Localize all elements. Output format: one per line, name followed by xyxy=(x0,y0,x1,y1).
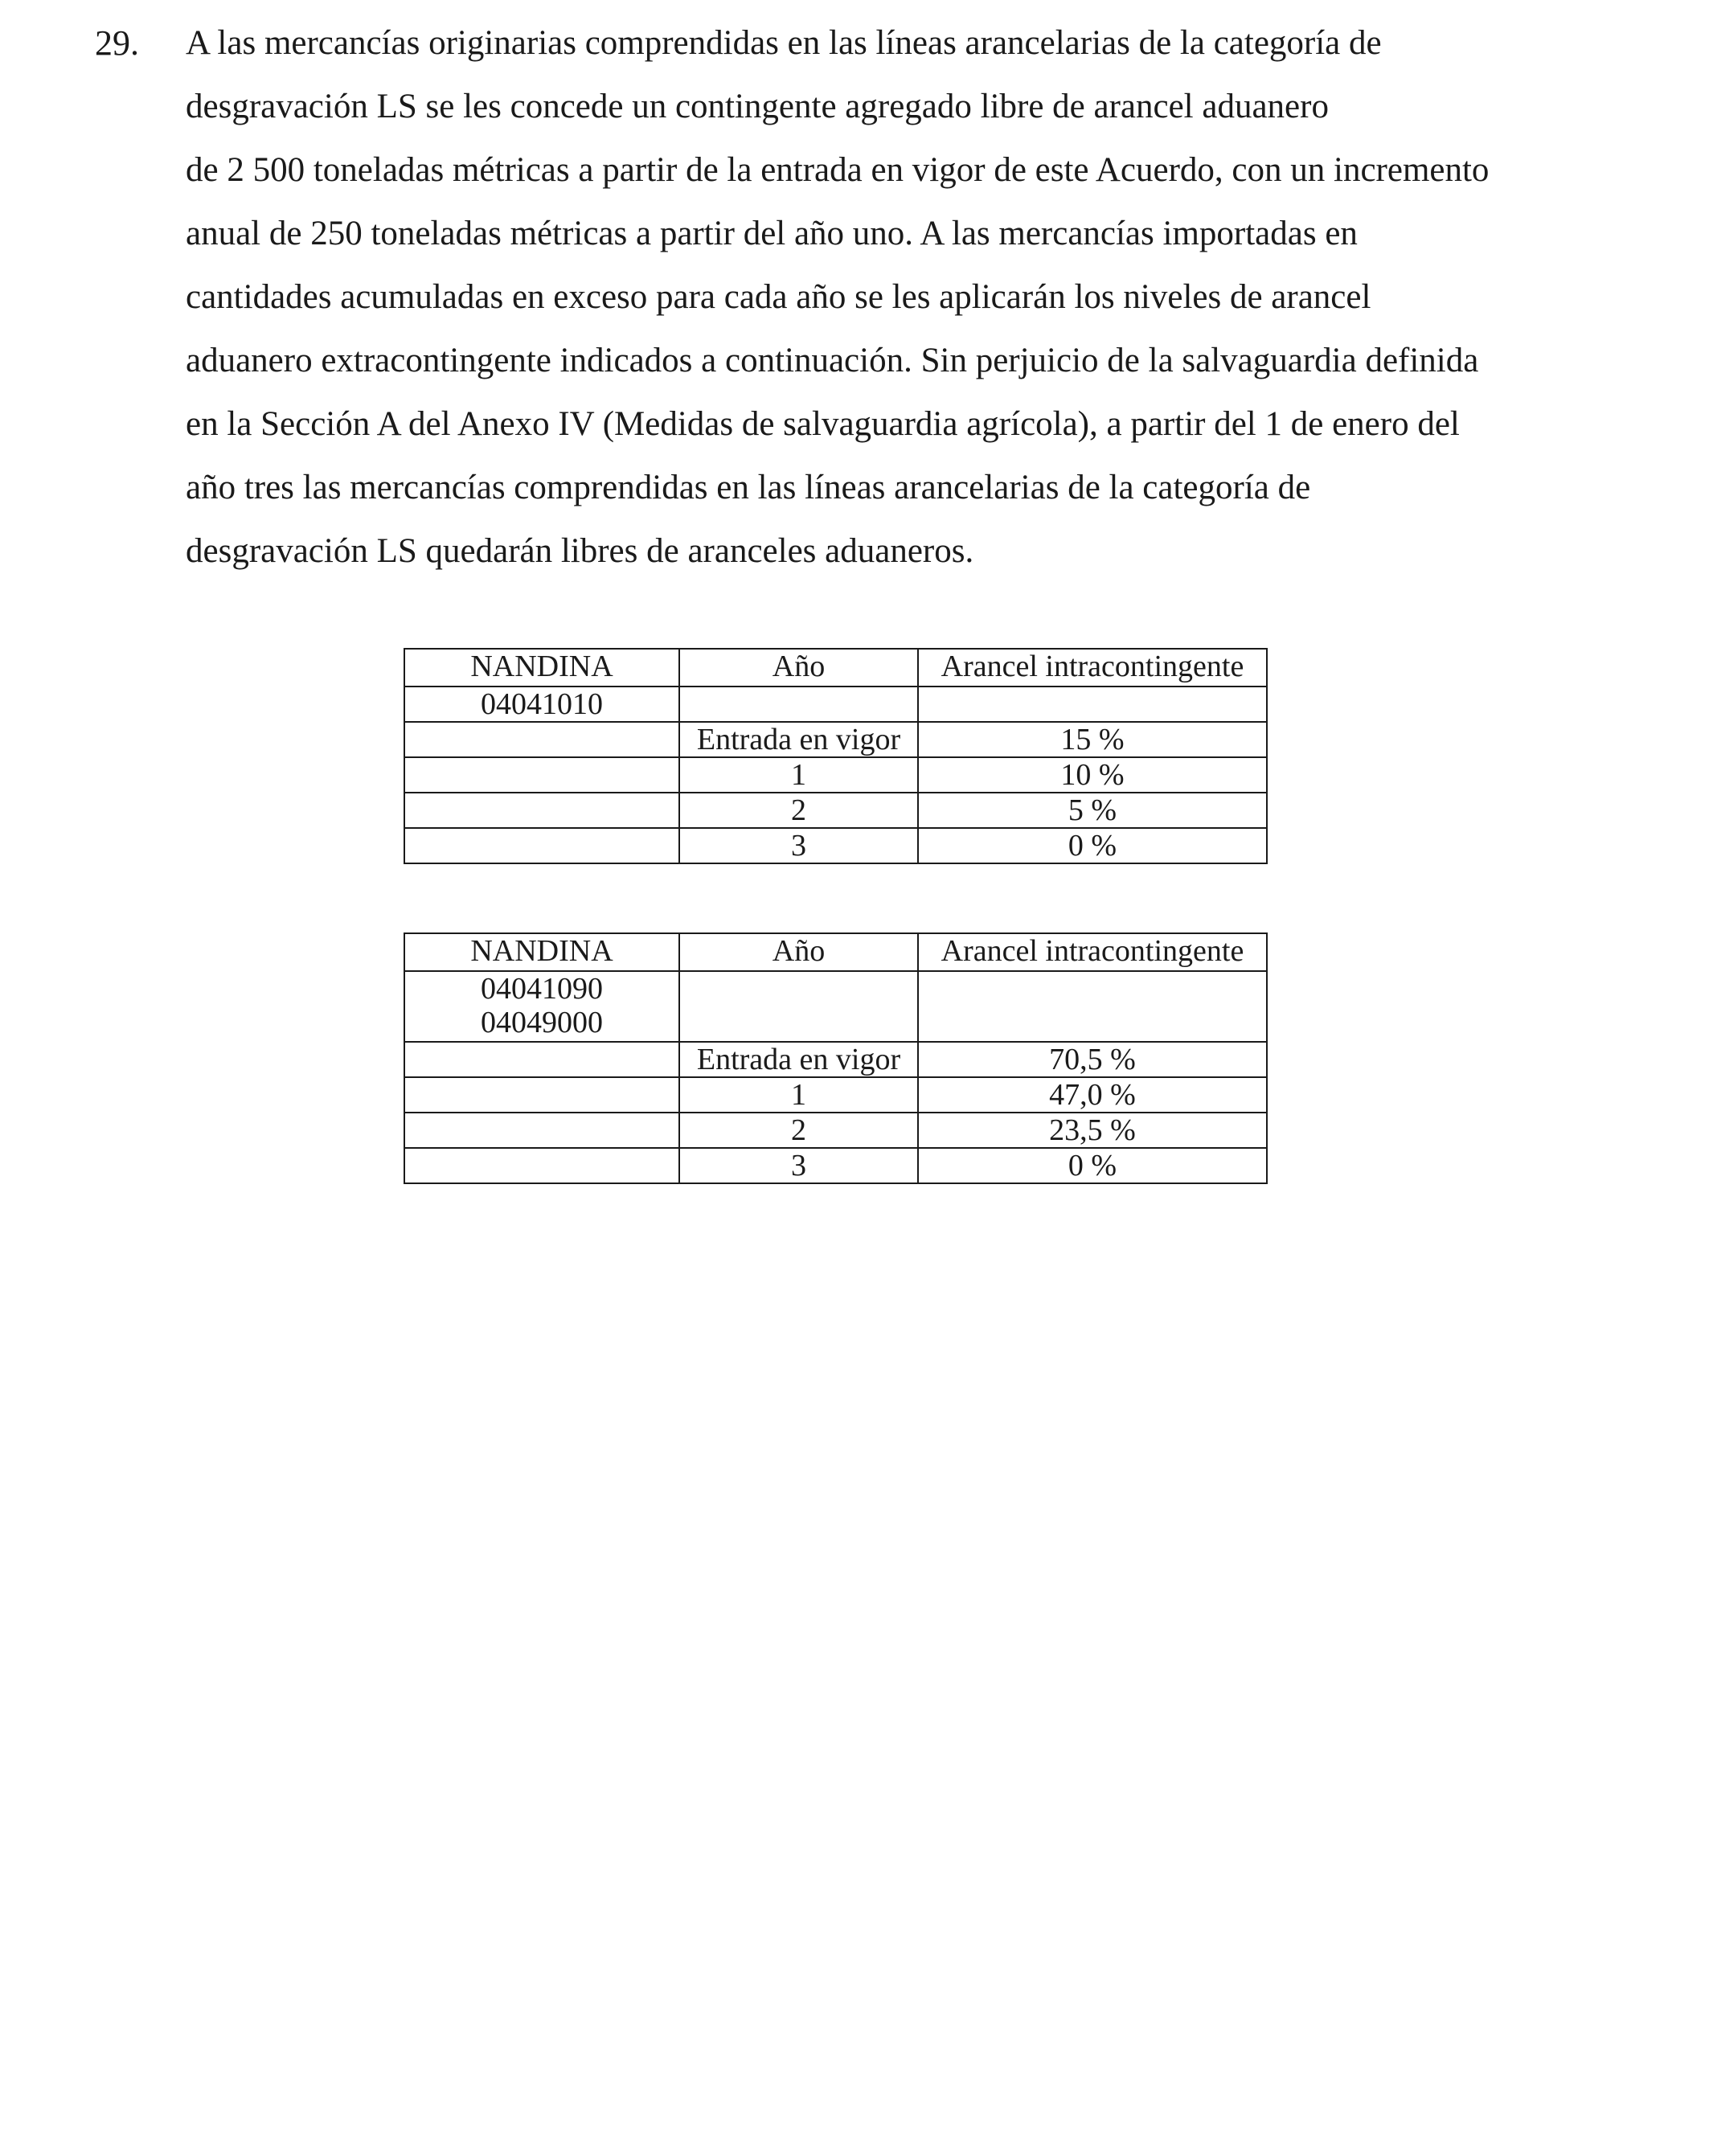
paragraph-line: cantidades acumuladas en exceso para cada año se les aplicarán los niveles de arancel xyxy=(186,278,1371,316)
header-year: Año xyxy=(679,933,918,971)
nandina-code: 04041010 xyxy=(481,687,603,721)
tariff-cell: 15 % xyxy=(918,722,1267,757)
nandina-code: 04049000 xyxy=(481,1006,603,1039)
paragraph-line: A las mercancías originarias comprendidas en las líneas arancelarias de la categoría de xyxy=(186,24,1382,62)
header-nandina: NANDINA xyxy=(404,649,679,687)
table-row xyxy=(404,793,1267,828)
paragraph-number: 29. xyxy=(95,23,139,63)
table-row xyxy=(404,1148,1267,1183)
tariff-table-04041010 xyxy=(404,648,1268,864)
paragraph-line: en la Sección A del Anexo IV (Medidas de salvaguardia agrícola), a partir del 1 de enero del xyxy=(186,405,1460,443)
year-cell: 2 xyxy=(679,1113,918,1148)
table-row xyxy=(404,828,1267,863)
tariff-cell: 47,0 % xyxy=(918,1077,1267,1113)
table-cell xyxy=(404,757,679,793)
table-row xyxy=(404,1113,1267,1148)
empty-cell xyxy=(918,687,1267,722)
year-cell: Entrada en vigor xyxy=(679,722,918,757)
header-nandina: NANDINA xyxy=(404,933,679,971)
table-header-row xyxy=(404,933,1267,971)
header-tariff: Arancel intracontingente xyxy=(918,649,1267,687)
paragraph-line: año tres las mercancías comprendidas en las líneas arancelarias de la categoría de xyxy=(186,469,1311,506)
table-cell xyxy=(404,1113,679,1148)
year-cell: 1 xyxy=(679,757,918,793)
header-tariff: Arancel intracontingente xyxy=(918,933,1267,971)
table-cell xyxy=(404,828,679,863)
table-cell xyxy=(404,1042,679,1077)
table-cell xyxy=(404,1148,679,1183)
table-code-row xyxy=(404,687,1267,722)
empty-cell xyxy=(679,687,918,722)
header-year: Año xyxy=(679,649,918,687)
table-cell xyxy=(404,722,679,757)
nandina-code-cell xyxy=(404,971,679,1042)
empty-cell xyxy=(679,971,918,1042)
tariff-cell: 70,5 % xyxy=(918,1042,1267,1077)
nandina-code: 04041090 xyxy=(481,972,603,1006)
table-row xyxy=(404,722,1267,757)
paragraph-line: desgravación LS se les concede un contingente agregado libre de arancel aduanero xyxy=(186,88,1329,125)
table-row xyxy=(404,757,1267,793)
paragraph-line: desgravación LS quedarán libres de aranceles aduaneros. xyxy=(186,532,974,570)
nandina-code-cell xyxy=(404,687,679,722)
tariff-cell: 10 % xyxy=(918,757,1267,793)
year-cell: 3 xyxy=(679,1148,918,1183)
paragraph-line: anual de 250 toneladas métricas a partir del año uno. A las mercancías importadas en xyxy=(186,215,1358,252)
table-cell xyxy=(404,793,679,828)
paragraph-line: de 2 500 toneladas métricas a partir de la entrada en vigor de este Acuerdo, con un incremento xyxy=(186,151,1490,189)
paragraph-text xyxy=(186,11,1681,583)
tariff-cell: 23,5 % xyxy=(918,1113,1267,1148)
year-cell: 2 xyxy=(679,793,918,828)
year-cell: 1 xyxy=(679,1077,918,1113)
table-code-row xyxy=(404,971,1267,1042)
tariff-cell: 0 % xyxy=(918,1148,1267,1183)
table-cell xyxy=(404,1077,679,1113)
year-cell: 3 xyxy=(679,828,918,863)
year-cell: Entrada en vigor xyxy=(679,1042,918,1077)
paragraph-line: aduanero extracontingente indicados a continuación. Sin perjuicio de la salvaguardia definida xyxy=(186,342,1479,379)
tariff-table-04041090-04049000 xyxy=(404,932,1268,1184)
table-header-row xyxy=(404,649,1267,687)
table-row xyxy=(404,1042,1267,1077)
table-row xyxy=(404,1077,1267,1113)
empty-cell xyxy=(918,971,1267,1042)
tariff-cell: 5 % xyxy=(918,793,1267,828)
tariff-cell: 0 % xyxy=(918,828,1267,863)
